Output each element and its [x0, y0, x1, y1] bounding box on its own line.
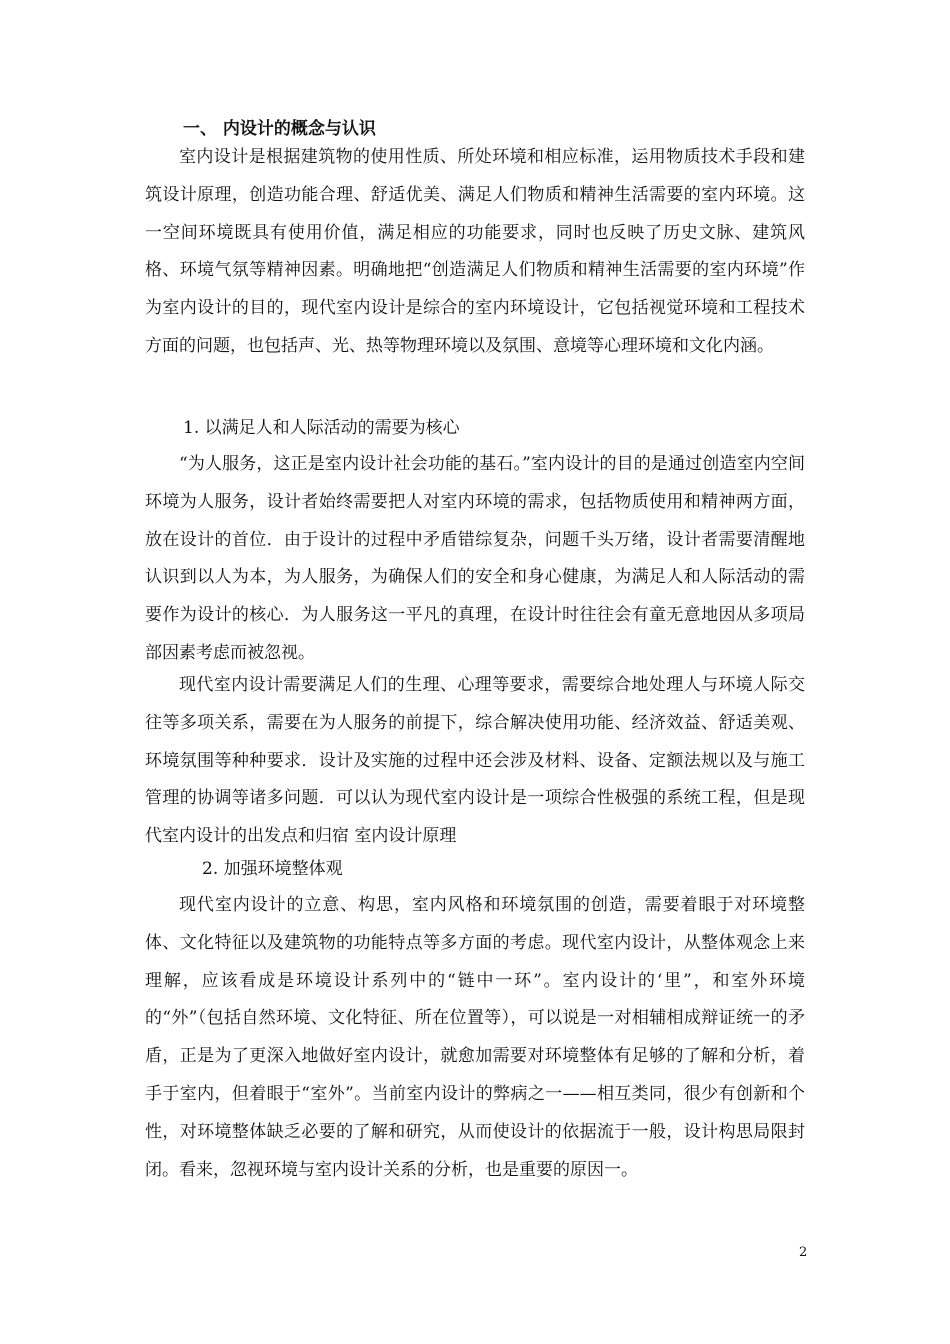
section-heading: 一、 内设计的概念与认识: [183, 119, 376, 139]
paragraph-modern-design: 现代室内设计需要满足人们的生理、心理等要求，需要综合地处理人与环境人际交往等多项关系，需要在为人服务的前提下，综合解决使用功能、经济效益、舒适美观、环境氛围等种种要求．设计及实施的过程中还会涉及材料、设备、定额法规以及与施工管理的协调等诸多问题．可以认为现代室内设计是一项综合性极强的系统工程，但是现代室内设计的出发点和归宿 室内设计原理: [145, 675, 805, 847]
page-number: 2: [799, 1245, 808, 1260]
paragraph-environment: 现代室内设计的立意、构思，室内风格和环境氛围的创造，需要着眼于对环境整体、文化特征以及建筑物的功能特点等多方面的考虑。现代室内设计，从整体观念上来理解，应该看成是环境设计系列中的“链中一环”。室内设计的‘里”，和室外环境的“外”（包括自然环境、文化特征、所在位置等），可以说是一对相辅相成辩证统一的矛盾，正是为了更深入地做好室内设计，就愈加需要对环境整体有足够的了解和分析，着手于室内，但着眼于“室外”。当前室内设计的弊病之一——相互类同，很少有创新和个性，对环境整体缺乏必要的了解和研究，从而使设计的依据流于一般，设计构思局限封闭。看来，忽视环境与室内设计关系的分析，也是重要的原因一。: [145, 895, 805, 1180]
subheading-2: 2. 加强环境整体观: [202, 859, 343, 879]
subheading-1: 1. 以满足人和人际活动的需要为核心: [183, 418, 460, 438]
paragraph-people-centered: “为人服务，这正是室内设计社会功能的基石。”室内设计的目的是通过创造室内空间环境为人服务，设计者始终需要把人对室内环境的需求，包括物质使用和精神两方面，放在设计的首位．由于设计的过程中矛盾错综复杂，问题千头万绪，设计者需要清醒地认识到以人为本，为人服务，为确保人们的安全和身心健康，为满足人和人际活动的需要作为设计的核心．为人服务这一平凡的真理，在设计时往往会有童无意地因从多项局部因素考虑而被忽视。: [145, 454, 805, 663]
paragraph-intro: 室内设计是根据建筑物的使用性质、所处环境和相应标准，运用物质技术手段和建筑设计原理，创造功能合理、舒适优美、满足人们物质和精神生活需要的室内环境。这一空间环境既具有使用价值，满足相应的功能要求，同时也反映了历史文脉、建筑风格、环境气氛等精神因素。明确地把“创造满足人们物质和精神生活需要的室内环境”作为室内设计的目的，现代室内设计是综合的室内环境设计，它包括视觉环境和工程技术方面的问题，也包括声、光、热等物理环境以及氛围、意境等心理环境和文化内涵。: [145, 147, 805, 356]
